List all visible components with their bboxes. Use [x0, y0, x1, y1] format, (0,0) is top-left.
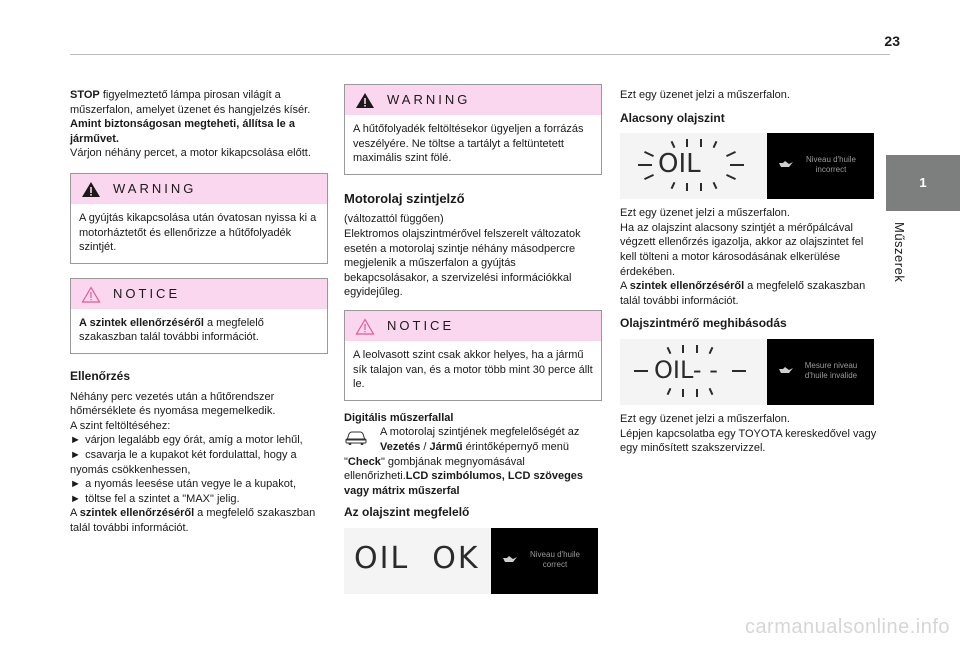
- low-oil-symbol: OIL: [658, 149, 701, 180]
- wait-text: Várjon néhány percet, a motor kikapcsolása előtt.: [70, 147, 311, 160]
- oil-ok-symbol: OIL OK: [354, 540, 480, 576]
- step-4: ► töltse fel a szintet a "MAX" jelig.: [70, 492, 240, 505]
- warning-box-1: [70, 173, 328, 264]
- digital-heading: Digitális műszerfallal: [344, 411, 454, 424]
- gauge-fault-msg-text: Ezt egy üzenet jelzi a műszerfalon.: [620, 412, 790, 425]
- watermark: carmanualsonline.info: [744, 616, 950, 638]
- low-oil-reference: A szintek ellenőrzéséről a megfelelő szakaszban talál további információt.: [620, 280, 866, 307]
- chapter-label: Műszerek: [892, 222, 907, 283]
- gauge-fault-heading: Olajszintmérő meghibásodás: [620, 316, 787, 331]
- warning-text: A gyújtás kikapcsolása után óvatosan nyissa ki a motorháztetőt és ellenőrizze a hűtőfolyadék szintjét.: [79, 211, 317, 254]
- gauge-fault-image: [620, 339, 874, 405]
- header-rule: [70, 54, 890, 55]
- check-paragraph: Néhány perc vezetés után a hűtőrendszer hőmérséklete és nyomása megemelkedik.: [70, 390, 276, 418]
- notice-triangle-icon: [81, 286, 101, 303]
- oil-ok-image: [344, 528, 598, 594]
- low-oil-heading: Alacsony olajszint: [620, 110, 725, 125]
- notice-box-1: [70, 278, 328, 354]
- stop-intro: STOP figyelmeztető lámpa pirosan világít a műszerfalon, amelyet üzenet és hangjelzés kísér.: [70, 89, 311, 116]
- check-heading: Ellenőrzés: [70, 368, 131, 383]
- page-number: 23: [884, 33, 900, 49]
- check-end: A szintek ellenőrzéséről a megfelelő szakaszban talál további információt.: [70, 507, 316, 534]
- warning-text-2: A hűtőfolyadék feltöltésekor ügyeljen a forrázás veszélyére. Ne töltse a tartályt a feltüntetett maximális szint fölé.: [353, 123, 584, 165]
- step-3: ► a nyomás leesése után vegye le a kupakot,: [70, 478, 297, 491]
- column-1: [70, 88, 328, 535]
- stop-instruction: Amint biztonságosan megteheti, állítsa le a járművet.: [70, 118, 295, 145]
- low-oil-image: [620, 133, 874, 199]
- notice-title: NOTICE: [113, 285, 181, 301]
- notice-text: A szintek ellenőrzéséről a megfelelő szakaszban talál további információt.: [79, 316, 264, 344]
- notice-text-2: A leolvasott szint csak akkor helyes, ha a jármű sík talajon van, és a motor több mint 30 perce állt le.: [353, 348, 593, 391]
- oil-can-icon: [778, 159, 794, 169]
- warning-triangle-icon: [81, 181, 101, 198]
- car-touchscreen-icon: [344, 429, 368, 445]
- oil-gauge-heading: Motorolaj szintjelző: [344, 190, 465, 206]
- step-1: ► várjon legalább egy órát, amíg a motor lehűl,: [70, 434, 303, 447]
- warning-title-2: WARNING: [387, 92, 471, 107]
- step-2: ► csavarja le a kupakot két fordulattal, hogy a nyomás csökkenhessen,: [70, 448, 297, 476]
- low-oil-message: Niveau d'huile incorrect: [805, 155, 856, 175]
- oil-gauge-text: (változattól függően) Elektromos olajszintmérővel felszerelt változatok esetén a motorolaj szintje néhány másodpercre megjelenik a műszerfalon a gyújtás bekapcsolásakor, a szervizelési információkkal egyidejűleg.: [344, 213, 581, 299]
- digital-text: A motorolaj szintjének megfelelőségét az Vezetés / Jármű érintőképernyő menü "Check" gombjának megnyomásával ellenőrizheti.LCD szimbólumos, LCD szöveges vagy mátrix műszerfal: [344, 426, 584, 497]
- column-2: [344, 84, 602, 594]
- gauge-fault-symbol: OIL- -: [654, 355, 718, 384]
- warning-box-2: [344, 84, 602, 175]
- warning-title: WARNING: [113, 180, 197, 196]
- fill-intro: A szint feltöltéséhez:: [70, 419, 171, 432]
- low-oil-explanation: Ha az olajszint alacsony szintjét a mérőpálcával végzett ellenőrzés igazolja, akkor az olajszintet fel kell tölteni a motor károsodásának elkerülése érdekében.: [620, 221, 864, 278]
- warning-triangle-icon: [355, 92, 375, 109]
- low-oil-msg-text: Ezt egy üzenet jelzi a műszerfalon.: [620, 207, 790, 220]
- msg-text-1: Ezt egy üzenet jelzi a műszerfalon.: [620, 89, 790, 101]
- notice-title-2: NOTICE: [387, 317, 455, 333]
- gauge-fault-message: Mesure niveau d'huile invalide: [804, 360, 858, 380]
- warning-header: [71, 174, 327, 204]
- oil-can-icon: [778, 365, 794, 375]
- oil-ok-message: Niveau d'huile correct: [529, 549, 580, 569]
- oil-can-icon: [502, 554, 518, 564]
- notice-header-2: [345, 311, 601, 341]
- notice-box-2: [344, 310, 602, 401]
- warning-header-2: [345, 85, 601, 115]
- notice-header: [71, 279, 327, 309]
- chapter-tab[interactable]: 1: [886, 155, 960, 211]
- oil-ok-heading: Az olajszint megfelelő: [344, 505, 470, 520]
- gauge-fault-advice: Lépjen kapcsolatba egy TOYOTA kereskedővel vagy egy minősített szakszervizzel.: [620, 427, 877, 455]
- notice-triangle-icon: [355, 318, 375, 335]
- column-3: [620, 88, 878, 456]
